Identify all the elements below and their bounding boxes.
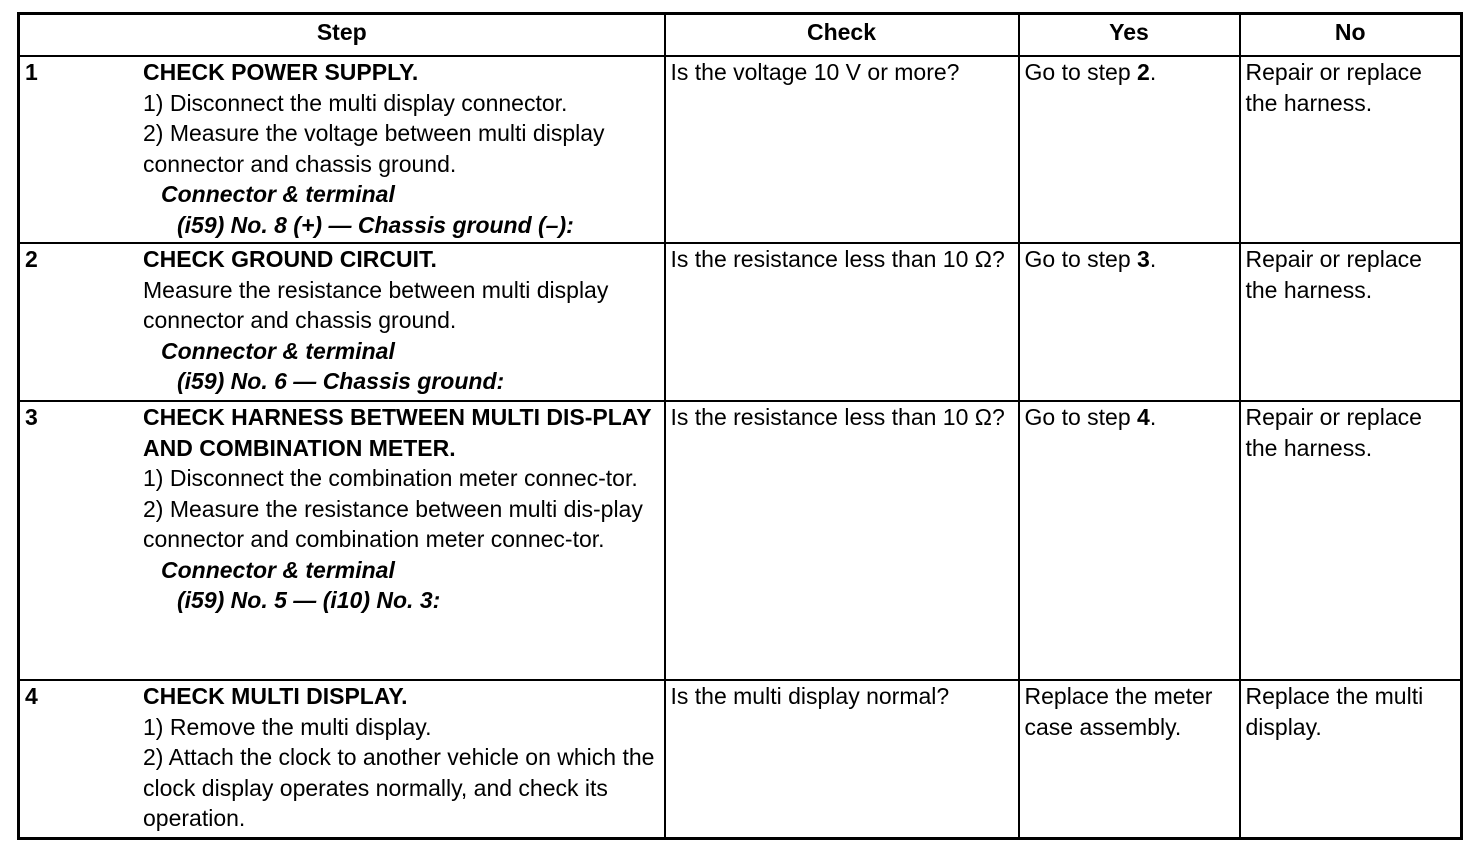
step-number: 1 bbox=[25, 59, 38, 85]
yes-cell bbox=[1019, 401, 1240, 680]
step-instruction: 2) Measure the resistance between multi dis-play connector and combination meter connec-tor. bbox=[143, 495, 643, 552]
step-number: 2 bbox=[25, 246, 38, 272]
table-row bbox=[19, 680, 1462, 839]
yes-suffix: . bbox=[1149, 59, 1157, 85]
connector-terminal: (i59) No. 5 — (i10) No. 3: bbox=[177, 587, 441, 613]
diagnostic-table-wrapper bbox=[17, 12, 1463, 840]
check-cell: Is the voltage 10 V or more? bbox=[665, 56, 1019, 243]
no-cell: Repair or replace the harness. bbox=[1240, 401, 1462, 680]
step-cell bbox=[19, 680, 665, 839]
table-row bbox=[19, 401, 1462, 680]
yes-step-link: 2 bbox=[1137, 59, 1150, 85]
step-title: CHECK MULTI DISPLAY. bbox=[143, 683, 408, 709]
diagnostic-table bbox=[17, 12, 1463, 840]
connector-terminal: (i59) No. 8 (+) — Chassis ground (–): bbox=[177, 211, 574, 238]
step-number: 3 bbox=[25, 404, 38, 430]
header-check: Check bbox=[665, 14, 1019, 57]
connector-label: Connector & terminal bbox=[161, 181, 395, 207]
header-no: No bbox=[1240, 14, 1462, 57]
yes-cell bbox=[1019, 56, 1240, 243]
yes-text: Go to step bbox=[1024, 404, 1138, 430]
step-title: CHECK POWER SUPPLY. bbox=[143, 59, 419, 85]
header-step: Step bbox=[19, 14, 665, 57]
no-cell: Repair or replace the harness. bbox=[1240, 243, 1462, 401]
yes-step-link: 3 bbox=[1137, 246, 1150, 272]
yes-cell: Replace the meter case assembly. bbox=[1019, 680, 1240, 839]
connector-label: Connector & terminal bbox=[161, 556, 395, 583]
step-title: CHECK GROUND CIRCUIT. bbox=[143, 246, 437, 272]
no-cell: Repair or replace the harness. bbox=[1240, 56, 1462, 243]
yes-suffix: . bbox=[1149, 246, 1157, 272]
table-header-row bbox=[19, 14, 1462, 57]
connector-label: Connector & terminal bbox=[161, 337, 395, 364]
check-cell: Is the multi display normal? bbox=[665, 680, 1019, 839]
yes-text: Go to step bbox=[1024, 246, 1138, 272]
check-cell: Is the resistance less than 10 Ω? bbox=[665, 401, 1019, 680]
step-cell bbox=[19, 243, 665, 401]
step-cell bbox=[19, 401, 665, 680]
yes-cell bbox=[1019, 243, 1240, 401]
step-instruction: 1) Disconnect the combination meter connec-tor. bbox=[143, 465, 638, 491]
step-instruction: 2) Attach the clock to another vehicle on which the clock display operates normally, and check its operation. bbox=[143, 744, 655, 831]
connector-terminal: (i59) No. 6 — Chassis ground: bbox=[177, 368, 505, 394]
step-instruction: 2) Measure the voltage between multi display connector and chassis ground. bbox=[143, 120, 605, 177]
yes-text: Go to step bbox=[1024, 59, 1138, 85]
table-row bbox=[19, 56, 1462, 243]
check-cell: Is the resistance less than 10 Ω? bbox=[665, 243, 1019, 401]
table-row bbox=[19, 243, 1462, 401]
step-instruction: 1) Disconnect the multi display connector. bbox=[143, 89, 568, 116]
yes-step-link: 4 bbox=[1137, 404, 1150, 430]
step-title: CHECK HARNESS BETWEEN MULTI DIS-PLAY AND COMBINATION METER. bbox=[143, 404, 652, 461]
step-cell bbox=[19, 56, 665, 243]
step-instruction: 1) Remove the multi display. bbox=[143, 713, 432, 740]
no-cell: Replace the multi display. bbox=[1240, 680, 1462, 839]
step-instruction: Measure the resistance between multi display connector and chassis ground. bbox=[143, 276, 609, 333]
step-number: 4 bbox=[25, 683, 38, 709]
header-yes: Yes bbox=[1019, 14, 1240, 57]
yes-suffix: . bbox=[1149, 404, 1157, 430]
